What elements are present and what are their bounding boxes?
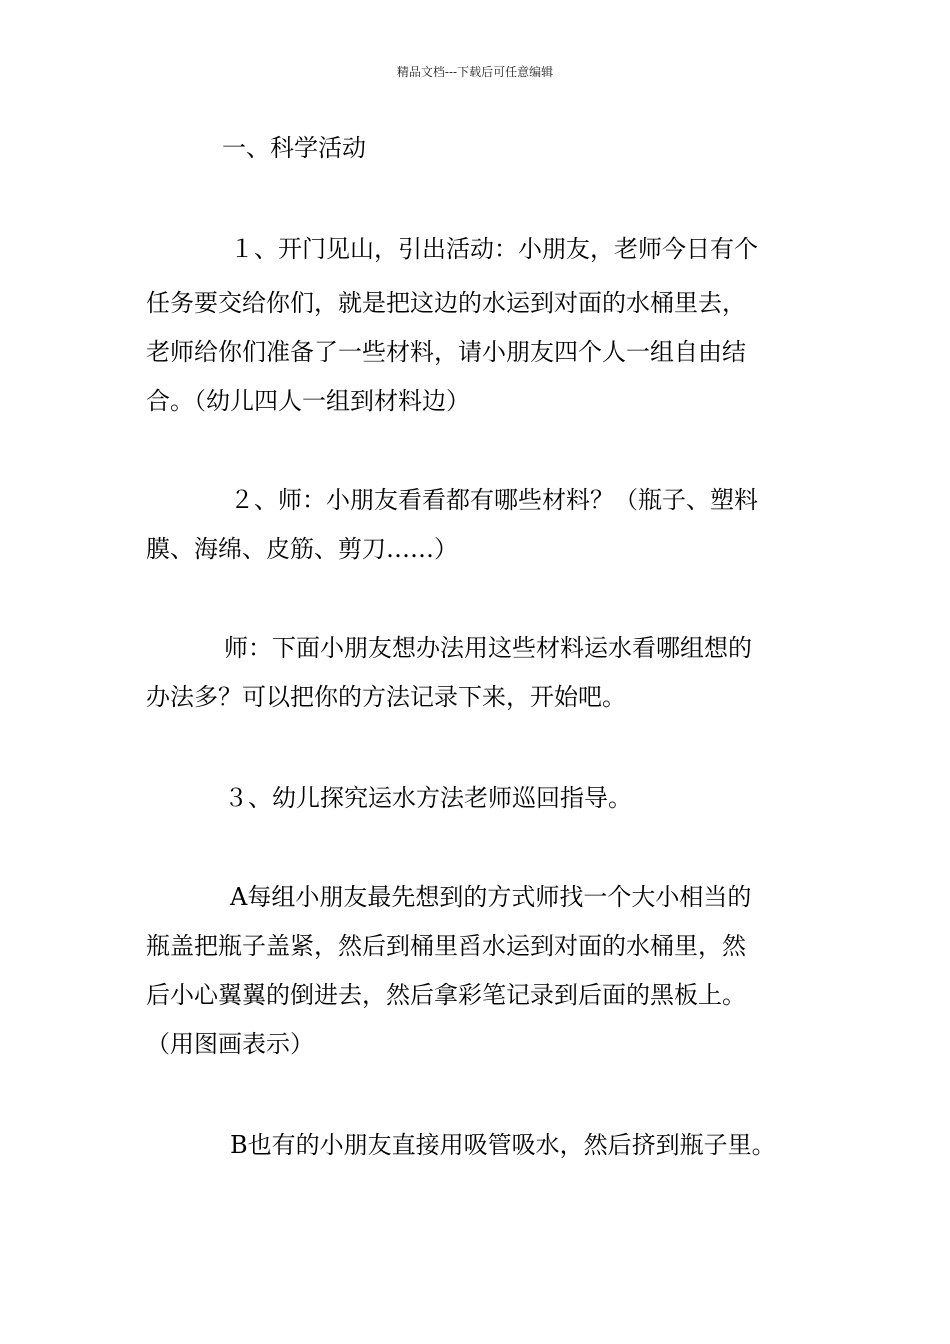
paragraph-1-line-1: １、开门见山，引出活动：小朋友，老师今日有个 <box>230 235 758 263</box>
page-header: 精品文档---下载后可任意编辑 <box>396 65 554 79</box>
paragraph-1-line-3: 老师给你们准备了一些材料，请小朋友四个人一组自由结 <box>146 338 746 366</box>
paragraph-2-line-2: 膜、海绵、皮筋、剪刀……） <box>146 535 458 563</box>
paragraph-5-line-3: 后小心翼翼的倒进去，然后拿彩笔记录到后面的黑板上。 <box>146 981 746 1009</box>
section-heading: 一、科学活动 <box>222 134 366 162</box>
paragraph-5-line-4: （用图画表示） <box>146 1030 314 1058</box>
paragraph-3-line-2: 办法多？可以把你的方法记录下来，开始吧。 <box>146 683 626 711</box>
paragraph-6-line-1: B也有的小朋友直接用吸管吸水，然后挤到瓶子里。 <box>230 1131 776 1159</box>
paragraph-5-line-1: A每组小朋友最先想到的方式师找一个大小相当的 <box>230 883 752 911</box>
paragraph-5-line-2: 瓶盖把瓶子盖紧，然后到桶里舀水运到对面的水桶里，然 <box>146 932 746 960</box>
paragraph-4-line-1: ３、幼儿探究运水方法老师巡回指导。 <box>224 784 632 812</box>
paragraph-1-line-4: 合。（幼儿四人一组到材料边） <box>146 387 470 415</box>
paragraph-1-line-2: 任务要交给你们，就是把这边的水运到对面的水桶里去， <box>146 289 746 317</box>
paragraph-2-line-1: ２、师：小朋友看看都有哪些材料？（瓶子、塑料 <box>230 486 758 514</box>
paragraph-3-line-1: 师：下面小朋友想办法用这些材料运水看哪组想的 <box>224 634 752 662</box>
